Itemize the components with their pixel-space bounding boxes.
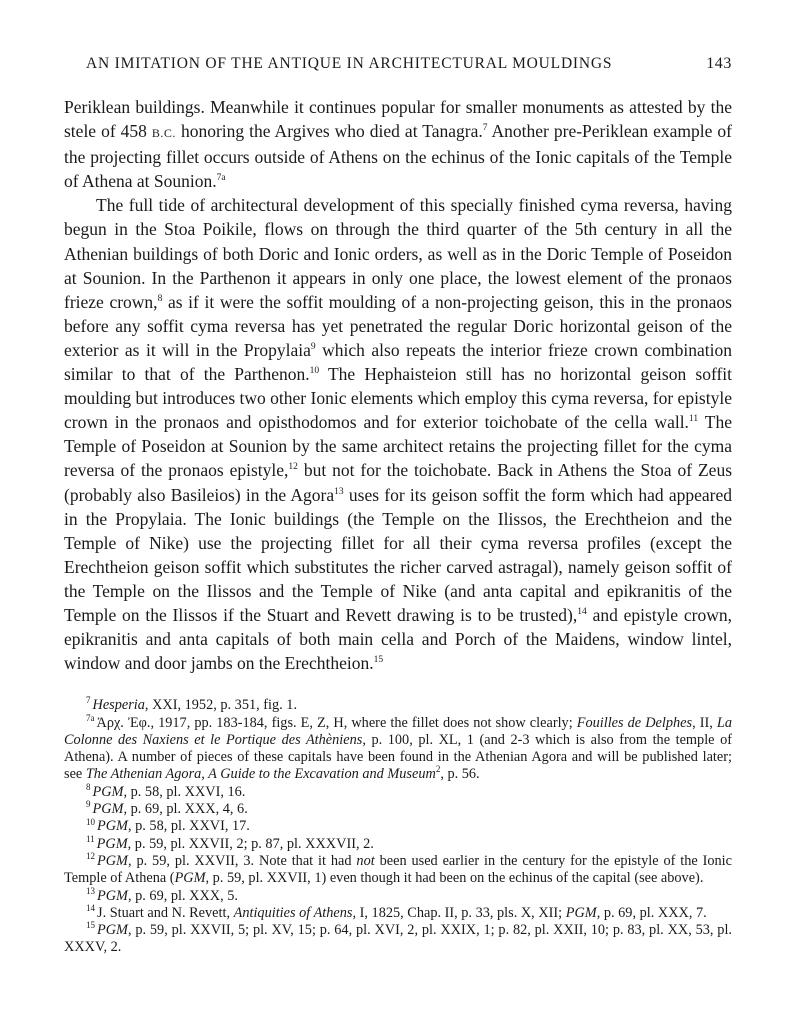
footnote-9 xyxy=(64,801,732,818)
footnote-ref-13[interactable]: 13 xyxy=(334,486,344,497)
running-title: AN IMITATION OF THE ANTIQUE IN ARCHITECTURAL MOULDINGS xyxy=(86,55,613,72)
footnote-text: , II, xyxy=(692,714,717,731)
running-head xyxy=(64,55,732,73)
footnote-number: 8 xyxy=(86,781,91,792)
p2-text-4: The Hephaisteion still has no horizontal geison soffit moulding but introduces two other Ionic elements which employ this cyma reversa, for epistyle crown in the pronaos and opisthodomos and for exterior toichobate of the cella wall. xyxy=(64,364,733,433)
p2-text-1: The full tide of architectural development of this specially finished cyma reversa, having begun in the Stoa Poikile, flows on through the third quarter of the 5th century in all the Athenian buildings of both Doric and Ionic orders, as well as in the Doric Temple of Poseidon at Sounion. In the Parthenon it appears in only one place, the lowest element of the pronaos frieze crown, xyxy=(64,195,732,312)
footnotes xyxy=(64,697,732,956)
footnote-number: 12 xyxy=(86,851,95,862)
footnote-text: , p. 69, pl. XXX, 5. xyxy=(127,887,238,904)
footnote-7a xyxy=(64,712,732,784)
footnote-number: 14 xyxy=(86,903,95,914)
footnote-number: 13 xyxy=(86,885,95,896)
footnote-italic: PGM xyxy=(97,887,128,904)
p2-text-6: but not for the toichobate. Back in Athens the Stoa of Zeus (probably also Basileios) in the Agora xyxy=(64,460,733,505)
footnote-text: , XXI, 1952, p. 351, fig. 1. xyxy=(144,697,298,714)
p2-text-3: which also repeats the interior frieze crown combination similar to that of the Parthenon. xyxy=(64,339,732,385)
footnote-italic: PGM xyxy=(97,852,128,869)
edition-superscript: 2 xyxy=(435,764,441,775)
p2-text-7: uses for its geison soffit the form which had appeared in the Propylaia. The Ionic buildings (the Temple on the Ilissos, the Erechtheion and the Temple of Nike) use the projecting fillet for all their cyma reversa profiles (except the Erechtheion geison soffit which substitutes the richer carved astragal), namely geison soffit of the Temple on the Ilissos and the Temple of Nike (and anta capital and epikranitis of the Temple on the Ilissos if the Stuart and Revett drawing is to be trusted), xyxy=(64,484,732,625)
footnote-italic: PGM xyxy=(96,835,128,852)
p2-text-8: and epistyle crown, epikranitis and anta capitals of both main cella and Porch of the Maidens, window lintel, window and door jambs on the Erechtheion. xyxy=(64,604,733,674)
footnote-text: , p. 69, pl. XXX, 7. xyxy=(596,904,707,921)
p1-text-c: Another pre-Periklean example of the projecting fillet occurs outside of Athens on the echinus of the Ionic capitals of the Temple of Athena at Sounion. xyxy=(64,121,732,192)
p1-bc: B.C. xyxy=(151,126,176,141)
footnote-ref-7[interactable]: 7 xyxy=(482,123,488,134)
footnote-italic: PGM xyxy=(174,870,206,887)
footnote-8 xyxy=(64,781,732,801)
footnote-italic: PGM xyxy=(97,818,128,835)
page xyxy=(64,55,732,957)
footnote-italic: PGM xyxy=(97,922,128,939)
p2-text-2: as if it were the soffit moulding of a non-projecting geison, this in the pronaos before any soffit cyma reversa has yet penetrated the regular Doric horizontal geison of the exterior as it will in the Propylaia xyxy=(64,291,732,360)
footnote-ref-11[interactable]: 11 xyxy=(688,414,699,425)
paragraph-1 xyxy=(64,95,732,193)
page-number: 143 xyxy=(706,55,732,72)
footnote-text: , p. 58, pl. XXVI, 17. xyxy=(127,818,250,835)
footnote-text: , p. 59, pl. XXVII, 1) even though it had been on the echinus of the capital (see above). xyxy=(205,870,704,887)
footnote-ref-8[interactable]: 8 xyxy=(157,293,163,304)
footnote-text: J. Stuart and N. Revett, xyxy=(97,904,234,921)
footnote-number: 11 xyxy=(86,833,95,844)
footnote-italic: PGM xyxy=(92,783,124,800)
footnote-number: 9 xyxy=(86,799,91,810)
footnote-ref-9[interactable]: 9 xyxy=(310,342,316,353)
footnote-italic: PGM xyxy=(92,801,124,818)
footnote-italic: Hesperia xyxy=(92,697,145,714)
footnote-text: , I, 1825, Chap. II, p. 33, pls. X, XII; xyxy=(352,904,566,921)
footnote-italic: not xyxy=(356,852,375,869)
p1-text-a: Periklean buildings. Meanwhile it continues popular for smaller monuments as attested by the stele of 458 xyxy=(64,97,732,142)
footnote-12 xyxy=(64,853,732,888)
footnote-10 xyxy=(64,818,732,835)
footnote-15 xyxy=(64,922,732,957)
footnote-italic: PGM xyxy=(565,904,597,921)
footnote-14 xyxy=(64,905,732,922)
footnote-13 xyxy=(64,885,732,905)
footnote-number: 10 xyxy=(86,816,95,827)
footnote-text: Ἀρχ. Ἐφ., 1917, pp. 183-184, figs. E, Z, H, where the fillet does not show clearly; xyxy=(96,714,577,731)
footnote-ref-12[interactable]: 12 xyxy=(288,462,298,473)
footnote-ref-15[interactable]: 15 xyxy=(373,655,384,666)
footnote-text: , p. 56. xyxy=(440,766,480,783)
body-text xyxy=(64,95,732,675)
p2-text-5: The Temple of Poseidon at Sounion by the same architect retains the projecting fillet for the cyma reversa of the pronaos epistyle, xyxy=(64,412,732,481)
footnote-italic: The Athenian Agora, A Guide to the Excavation and Museum xyxy=(85,766,436,783)
footnote-text: , p. 58, pl. XXVI, 16. xyxy=(123,783,246,800)
footnote-text: , p. 59, pl. XXVII, 3. Note that it had xyxy=(127,852,357,869)
footnote-text: , p. 100, pl. XL, 1 (and 2-3 which is also from the temple of Athena). A number of pieces of these capitals have been found in the Athenian Agora and will be published later; see xyxy=(64,731,732,783)
footnote-ref-7a[interactable]: 7a xyxy=(216,173,226,184)
footnote-text: been used earlier in the century for the epistyle of the Ionic Temple of Athena ( xyxy=(64,852,732,887)
p1-text-b: honoring the Argives who died at Tanagra. xyxy=(175,121,483,142)
footnote-number: 7 xyxy=(86,695,91,706)
footnote-ref-10[interactable]: 10 xyxy=(309,366,320,377)
footnote-text: , p. 69, pl. XXX, 4, 6. xyxy=(123,801,248,818)
footnote-ref-14[interactable]: 14 xyxy=(577,607,587,618)
paragraph-2 xyxy=(64,193,732,675)
footnote-7 xyxy=(64,697,732,714)
footnote-italic: Fouilles de Delphes xyxy=(576,714,693,731)
footnote-italic: La Colonne des Naxiens et le Portique des Athèniens xyxy=(64,714,732,748)
footnote-number: 7a xyxy=(86,712,95,723)
footnote-number: 15 xyxy=(86,920,95,931)
footnote-text: , p. 59, pl. XXVII, 5; pl. XV, 15; p. 64, pl. XVI, 2, pl. XXIX, 1; p. 82, pl. XXII, 10; p. 83, pl. XX, 53, pl. XXXV, 2. xyxy=(64,922,732,956)
footnote-italic: Antiquities of Athens xyxy=(233,904,353,921)
footnote-11 xyxy=(64,833,732,853)
footnote-text: , p. 59, pl. XXVII, 2; p. 87, pl. XXXVII, 2. xyxy=(127,835,374,852)
